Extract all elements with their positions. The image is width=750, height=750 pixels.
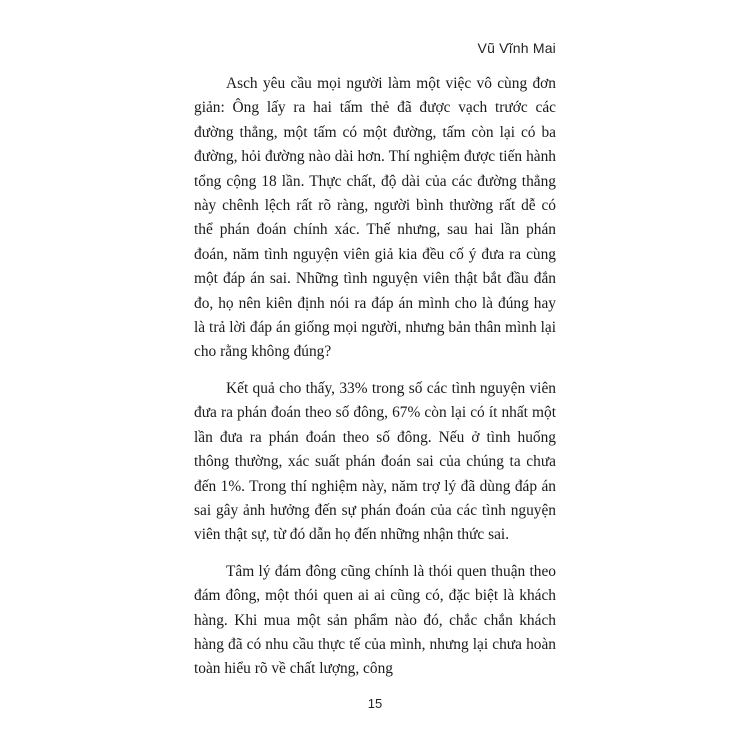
- running-header-author: Vũ Vĩnh Mai: [477, 40, 556, 56]
- page-number: 15: [367, 696, 383, 711]
- paragraph-3: Tâm lý đám đông cũng chính là thói quen thuận theo đám đông, một thói quen ai ai cũng có, đặc biệt là khách hàng. Khi mua một sản phẩm nào đó, chắc chắn khách hàng đã có nhu cầu thực tế của mình, nhưng lại chưa hoàn toàn hiểu rõ về chất lượng, công: [194, 562, 556, 678]
- paragraph-2: Kết quả cho thấy, 33% trong số các tình nguyện viên đưa ra phán đoán theo số đông, 67% còn lại có ít nhất một lần đưa ra phán đoán theo số đông. Nếu ở tình huống thông thường, xác suất phán đoán sai của chúng ta chưa đến 1%. Trong thí nghiệm này, năm trợ lý đã dùng đáp án sai gây ảnh hưởng đến sự phán đoán của các tình nguyện viên thật sự, từ đó dẫn họ đến những nhận thức sai.: [194, 379, 556, 544]
- body-text: [194, 72, 556, 694]
- paragraph-1: Asch yêu cầu mọi người làm một việc vô cùng đơn giản: Ông lấy ra hai tấm thẻ đã được vạch trước các đường thẳng, một tấm có một đường, tấm còn lại có ba đường, hỏi đường nào dài hơn. Thí nghiệm được tiến hành tổng cộng 18 lần. Thực chất, độ dài của các đường thẳng này chênh lệch rất rõ ràng, người bình thường rất dễ có thể phán đoán chính xác. Thế nhưng, sau hai lần phán đoán, năm tình nguyện viên giả kia đều cố ý đưa ra cùng một đáp án sai. Những tình nguyện viên thật bắt đầu đắn đo, họ nên kiên định nói ra đáp án mình cho là đúng hay là trả lời đáp án giống mọi người, nhưng bản thân mình lại cho rằng không đúng?: [194, 75, 556, 361]
